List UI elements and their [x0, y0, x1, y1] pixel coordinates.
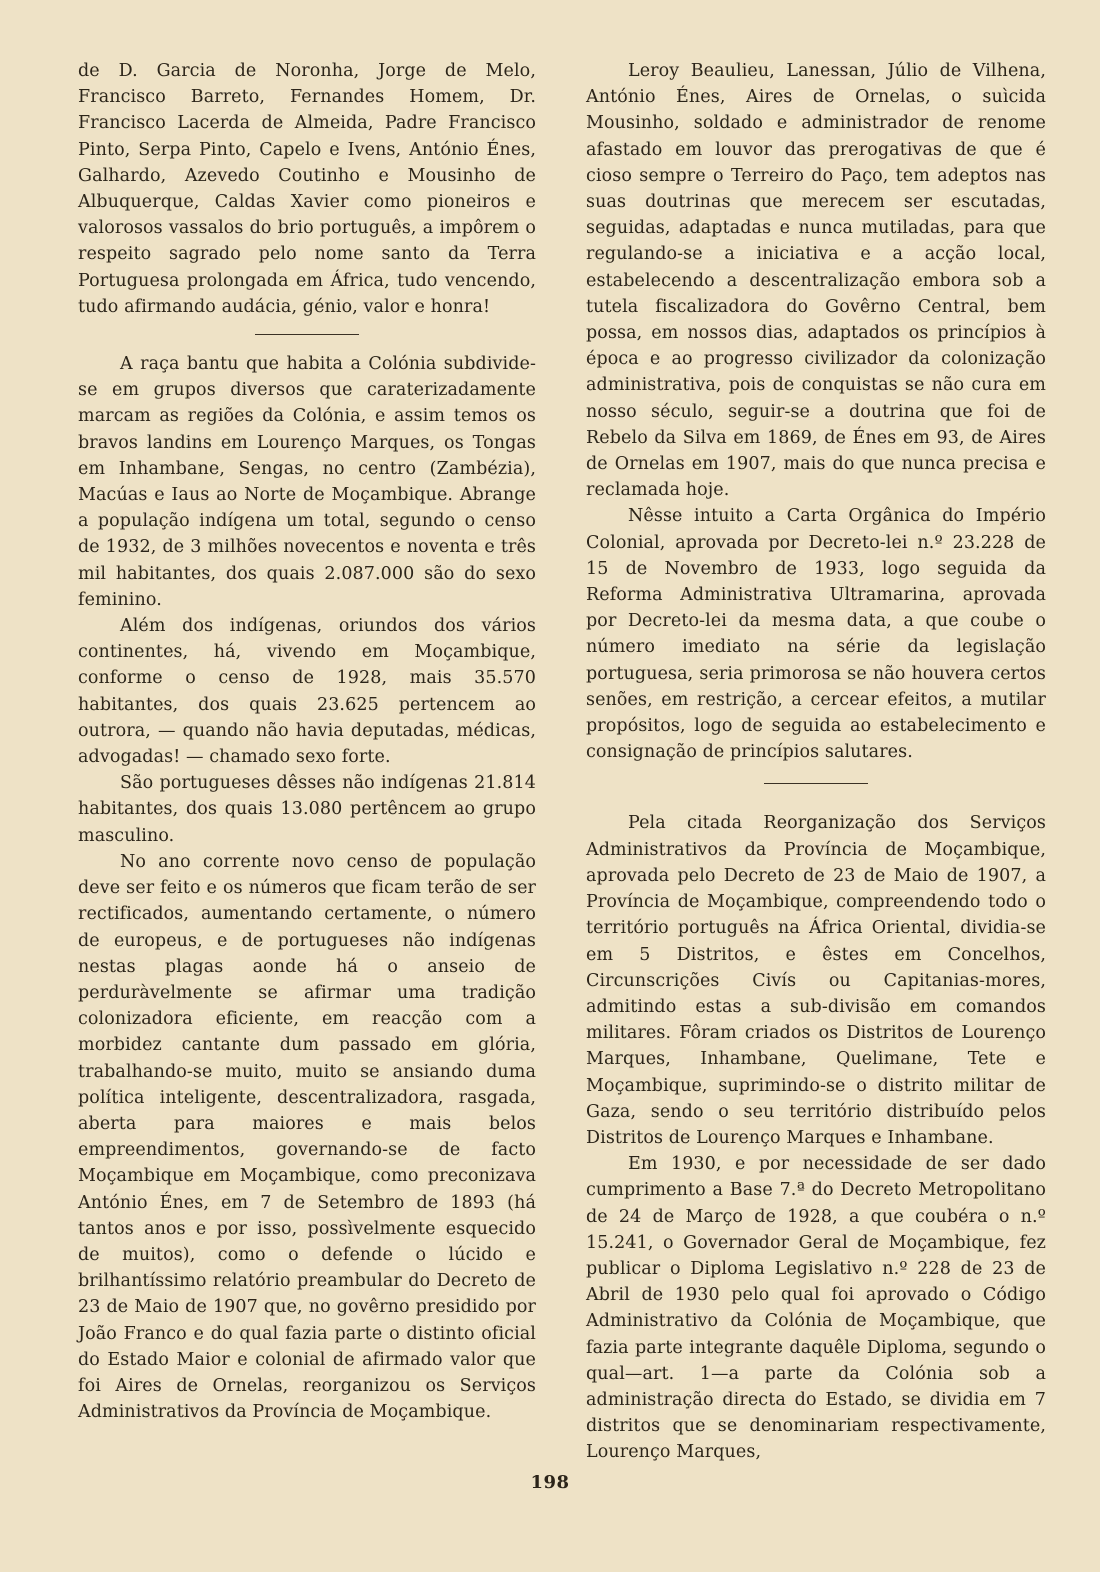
paragraph: Nêsse intuito a Carta Orgânica do Império Colonial, aprovada por Decreto-lei n.º 23.228 de 15 de Novembro de 1933, logo seguida da Reforma Administrativa Ultramarina, aprovada por Decreto-lei da mesma data, a que coube o número imediato na série da legislação portuguesa, seria primorosa se não houvera certos senões, em restrição, a cercear efeitos, a mutilar propósitos, logo de seguida ao estabelecimento e consignação de princípios salutares. [586, 506, 1046, 763]
paragraph: Além dos indígenas, oriundos dos vários continentes, há, vivendo em Moçambique, conforme o censo de 1928, mais 35.570 habitantes, dos quais 23.625 pertencem ao outrora, — quando não havia deputadas, médicas, advogadas! — chamado sexo forte. [78, 616, 536, 768]
paragraph: A raça bantu que habita a Colónia subdivide-se em grupos diversos que caraterizadamente marcam as regiões da Colónia, e assim temos os bravos landins em Lourenço Marques, os Tongas em Inhambane, Sengas, no centro (Zambézia), Macúas e Iaus ao Norte de Moçambique. Abrange a população indígena um total, segundo o censo de 1932, de 3 milhões novecentos e noventa e três mil habitantes, dos quais 2.087.000 são do sexo feminino. [78, 354, 536, 610]
paragraph: Leroy Beaulieu, Lanessan, Júlio de Vilhena, António Énes, Aires de Ornelas, o suìcida Mousinho, soldado e administrador de renome afastado em louvor das prerogativas de que é cioso sempre o Terreiro do Paço, tem adeptos nas suas doutrinas que merecem ser escutadas, seguidas, adaptadas e nunca mutiladas, para que regulando-se a iniciativa e a acção local, estabelecendo a descentralização embora sob a tutela fiscalizadora do Govêrno Central, bem possa, em nossos dias, adaptados os princípios à época e ao progresso civilizador da colonização administrativa, pois de conquistas se não cura em nosso século, seguir-se a doutrina que foi de Rebelo da Silva em 1869, de Énes em 93, de Aires de Ornelas em 1907, mais do que nunca precisa e reclamada hoje. [586, 61, 1046, 501]
paragraph: de D. Garcia de Noronha, Jorge de Melo, Francisco Barreto, Fernandes Homem, Dr. Francisco Lacerda de Almeida, Padre Francisco Pinto, Serpa Pinto, Capelo e Ivens, António Énes, Galhardo, Azevedo Coutinho e Mousinho de Albuquerque, Caldas Xavier como pioneiros e valorosos vassalos do brio português, a impôrem o respeito sagrado pelo nome santo da Terra Portuguesa prolongada em África, tudo vencendo, tudo afirmando audácia, génio, valor e honra! [78, 61, 536, 317]
paragraph: Pela citada Reorganização dos Serviços Administrativos da Província de Moçambique, aprovada pelo Decreto de 23 de Maio de 1907, a Província de Moçambique, compreendendo todo o território português na África Oriental, dividia-se em 5 Distritos, e êstes em Concelhos, Circunscrições Civís ou Capitanias-mores, admitindo estas a sub-divisão em comandos militares. Fôram criados os Distritos de Lourenço Marques, Inhambane, Quelimane, Tete e Moçambique, suprimindo-se o distrito militar de Gaza, sendo o seu território distribuído pelos Distritos de Lourenço Marques e Inhambane. [586, 813, 1046, 1148]
paragraph: Em 1930, e por necessidade de ser dado cumprimento a Base 7.ª do Decreto Metropolitano de 24 de Março de 1928, a que coubéra o n.º 15.241, o Governador Geral de Moçambique, fez publicar o Diploma Legislativo n.º 228 de 23 de Abril de 1930 pelo qual foi aprovado o Código Administrativo da Colónia de Moçambique, que fazia parte integrante daquêle Diploma, segundo o qual—art. 1—a parte da Colónia sob a administração directa do Estado, se dividia em 7 distritos que se denominariam respectivamente, Lourenço Marques, [586, 1154, 1046, 1463]
paragraph: São portugueses dêsses não indígenas 21.814 habitantes, dos quais 13.080 pertêncem ao grupo masculino. [78, 773, 536, 846]
page-number: 198 [530, 1472, 570, 1493]
section-divider [255, 334, 359, 335]
paragraph: No ano corrente novo censo de população deve ser feito e os números que ficam terão de ser rectificados, aumentando certamente, o número de europeus, e de portugueses não indígenas nestas plagas aonde há o anseio de perduràvelmente se afirmar uma tradição colonizadora eficiente, em reacção com a morbidez cantante dum passado em glória, trabalhando-se muito, muito se ansiando duma política inteligente, descentralizadora, rasgada, aberta para maiores e mais belos empreendimentos, governando-se de facto Moçambique em Moçambique, como preconizava António Énes, em 7 de Setembro de 1893 (há tantos anos e por isso, possìvelmente esquecido de muitos), como o defende o lúcido e brilhantíssimo relatório preambular do Decreto de 23 de Maio de 1907 que, no govêrno presidido por João Franco e do qual fazia parte o distinto oficial do Estado Maior e colonial de afirmado valor que foi Aires de Ornelas, reorganizou os Serviços Administrativos da Província de Moçambique. [78, 851, 536, 1423]
section-divider [764, 783, 868, 784]
left-column [78, 58, 536, 1425]
right-column [586, 58, 1046, 1466]
